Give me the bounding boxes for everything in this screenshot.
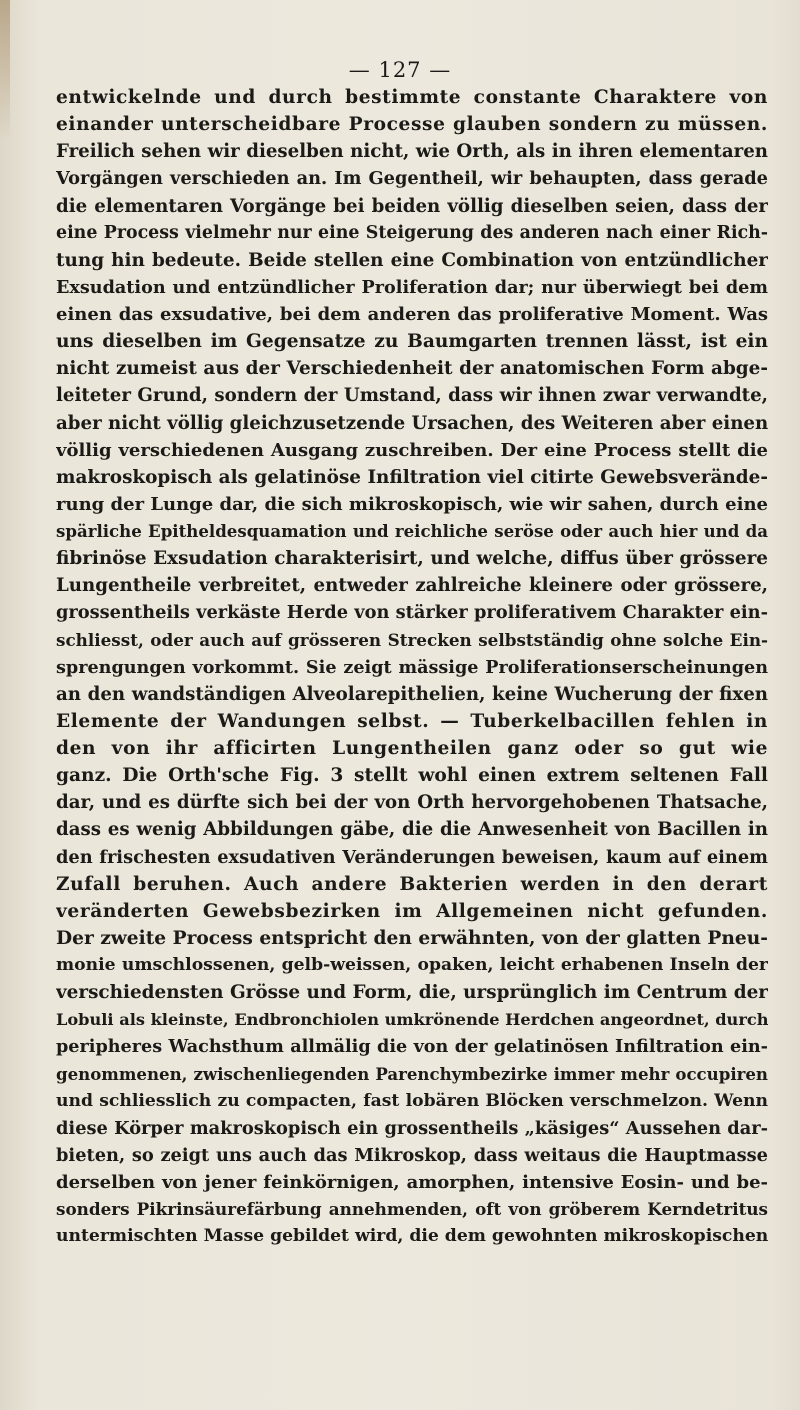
text-line: dar, und es dürfte sich bei der von Orth hervorgehobenen Thatsache, (56, 792, 768, 814)
text-line: veränderten Gewebsbezirken im Allgemeinen nicht gefunden. (56, 900, 768, 922)
text-line: sprengungen vorkommt. Sie zeigt mässige Proliferationserscheinungen (56, 656, 768, 678)
text-line: monie umschlossenen, gelb-weissen, opaken, leicht erhabenen Inseln der (56, 955, 768, 975)
text-line: derselben von jener feinkörnigen, amorphen, intensive Eosin- und be- (56, 1172, 768, 1193)
text-line: den frischesten exsudativen Veränderungen beweisen, kaum auf einem (56, 846, 768, 868)
text-line: fibrinöse Exsudation charakterisirt, und welche, diffus über grössere (56, 548, 768, 570)
text-line: Exsudation und entzündlicher Proliferation dar; nur überwiegt bei dem (56, 276, 768, 298)
page-number: — 127 — (348, 58, 452, 82)
text-line: die elementaren Vorgänge bei beiden völlig dieselben seien, dass der (56, 195, 768, 217)
text-line: Lobuli als kleinste, Endbronchiolen umkrönende Herdchen angeordnet, durch (56, 1010, 768, 1030)
text-line: den von ihr afficirten Lungentheilen ganz oder so gut wie (56, 738, 768, 759)
text-line: an den wandständigen Alveolarepithelien, keine Wucherung der fixen (56, 683, 768, 705)
text-line: aber nicht völlig gleichzusetzende Ursachen, des Weiteren aber einen (56, 412, 768, 434)
text-line: entwickelnde und durch bestimmte constante Charaktere von (56, 87, 768, 108)
text-line: einander unterscheidbare Processe glauben sondern zu müssen. (56, 114, 768, 136)
text-line: grossentheils verkäste Herde von stärker proliferativem Charakter ein- (56, 602, 768, 624)
text-line: Freilich sehen wir dieselben nicht, wie Orth, als in ihren elementaren (56, 141, 768, 163)
text-line: nicht zumeist aus der Verschiedenheit der anatomischen Form abge- (56, 358, 768, 380)
text-line: peripheres Wachsthum allmälig die von der gelatinösen Infiltration ein- (56, 1036, 768, 1058)
text-line: dass es wenig Abbildungen gäbe, die die Anwesenheit von Bacillen in (56, 819, 768, 841)
text-line: tung hin bedeute. Beide stellen eine Combination von entzündlicher (56, 249, 768, 271)
text-line: Der zweite Process entspricht den erwähnten, von der glatten Pneu- (56, 927, 768, 949)
text-line: schliesst, oder auch auf grösseren Strecken selbstständig ohne solche Ein- (56, 629, 768, 650)
text-line: spärliche Epitheldesquamation und reichliche seröse oder auch hier und da (56, 521, 768, 541)
text-line: einen das exsudative, bei dem anderen das proliferative Moment. Was (56, 304, 768, 325)
text-line: verschiedensten Grösse und Form, die, ursprünglich im Centrum der (56, 982, 768, 1004)
text-line: Lungentheile verbreitet, entweder zahlreiche kleinere oder grössere, (56, 575, 768, 597)
text-line: untermischten Masse gebildet wird, die dem gewohnten mikroskopischen (56, 1226, 768, 1247)
text-line: genommenen, zwischenliegenden Parenchymbezirke immer mehr occupiren (56, 1063, 768, 1084)
text-line: Elemente der Wandungen selbst. — Tuberkelbacillen fehlen in (56, 710, 768, 732)
text-line: uns dieselben im Gegensatze zu Baumgarten trennen lässt, ist ein (56, 331, 768, 353)
text-line: völlig verschiedenen Ausgang zuschreiben. Der eine Process stellt die (56, 439, 768, 461)
text-line: eine Process vielmehr nur eine Steigerung des anderen nach einer Rich- (56, 222, 768, 243)
text-line: Vorgängen verschieden an. Im Gegentheil, wir behaupten, dass gerade (56, 168, 768, 190)
text-line: makroskopisch als gelatinöse Infiltration viel citirte Gewebsverände- (56, 466, 768, 488)
text-line: sonders Pikrinsäurefärbung annehmenden, oft von gröberem Kerndetritus (56, 1199, 768, 1220)
text-line: leiteter Grund, sondern der Umstand, dass wir ihnen zwar verwandte, (56, 385, 768, 407)
body-text (56, 84, 768, 1250)
text-line: Zufall beruhen. Auch andere Bakterien werden in den derart (56, 873, 768, 895)
text-line: diese Körper makroskopisch ein grossentheils „käsiges“ Aussehen dar- (56, 1117, 768, 1139)
text-line: ganz. Die Orth'sche Fig. 3 stellt wohl einen extrem seltenen Fall (56, 765, 768, 787)
text-line: rung der Lunge dar, die sich mikroskopisch, wie wir sahen, durch eine (56, 493, 768, 515)
text-line: und schliesslich zu compacten, fast lobären Blöcken verschmelzon. Wenn (56, 1090, 768, 1111)
text-line: bieten, so zeigt uns auch das Mikroskop, dass weitaus die Hauptmasse (56, 1144, 768, 1166)
